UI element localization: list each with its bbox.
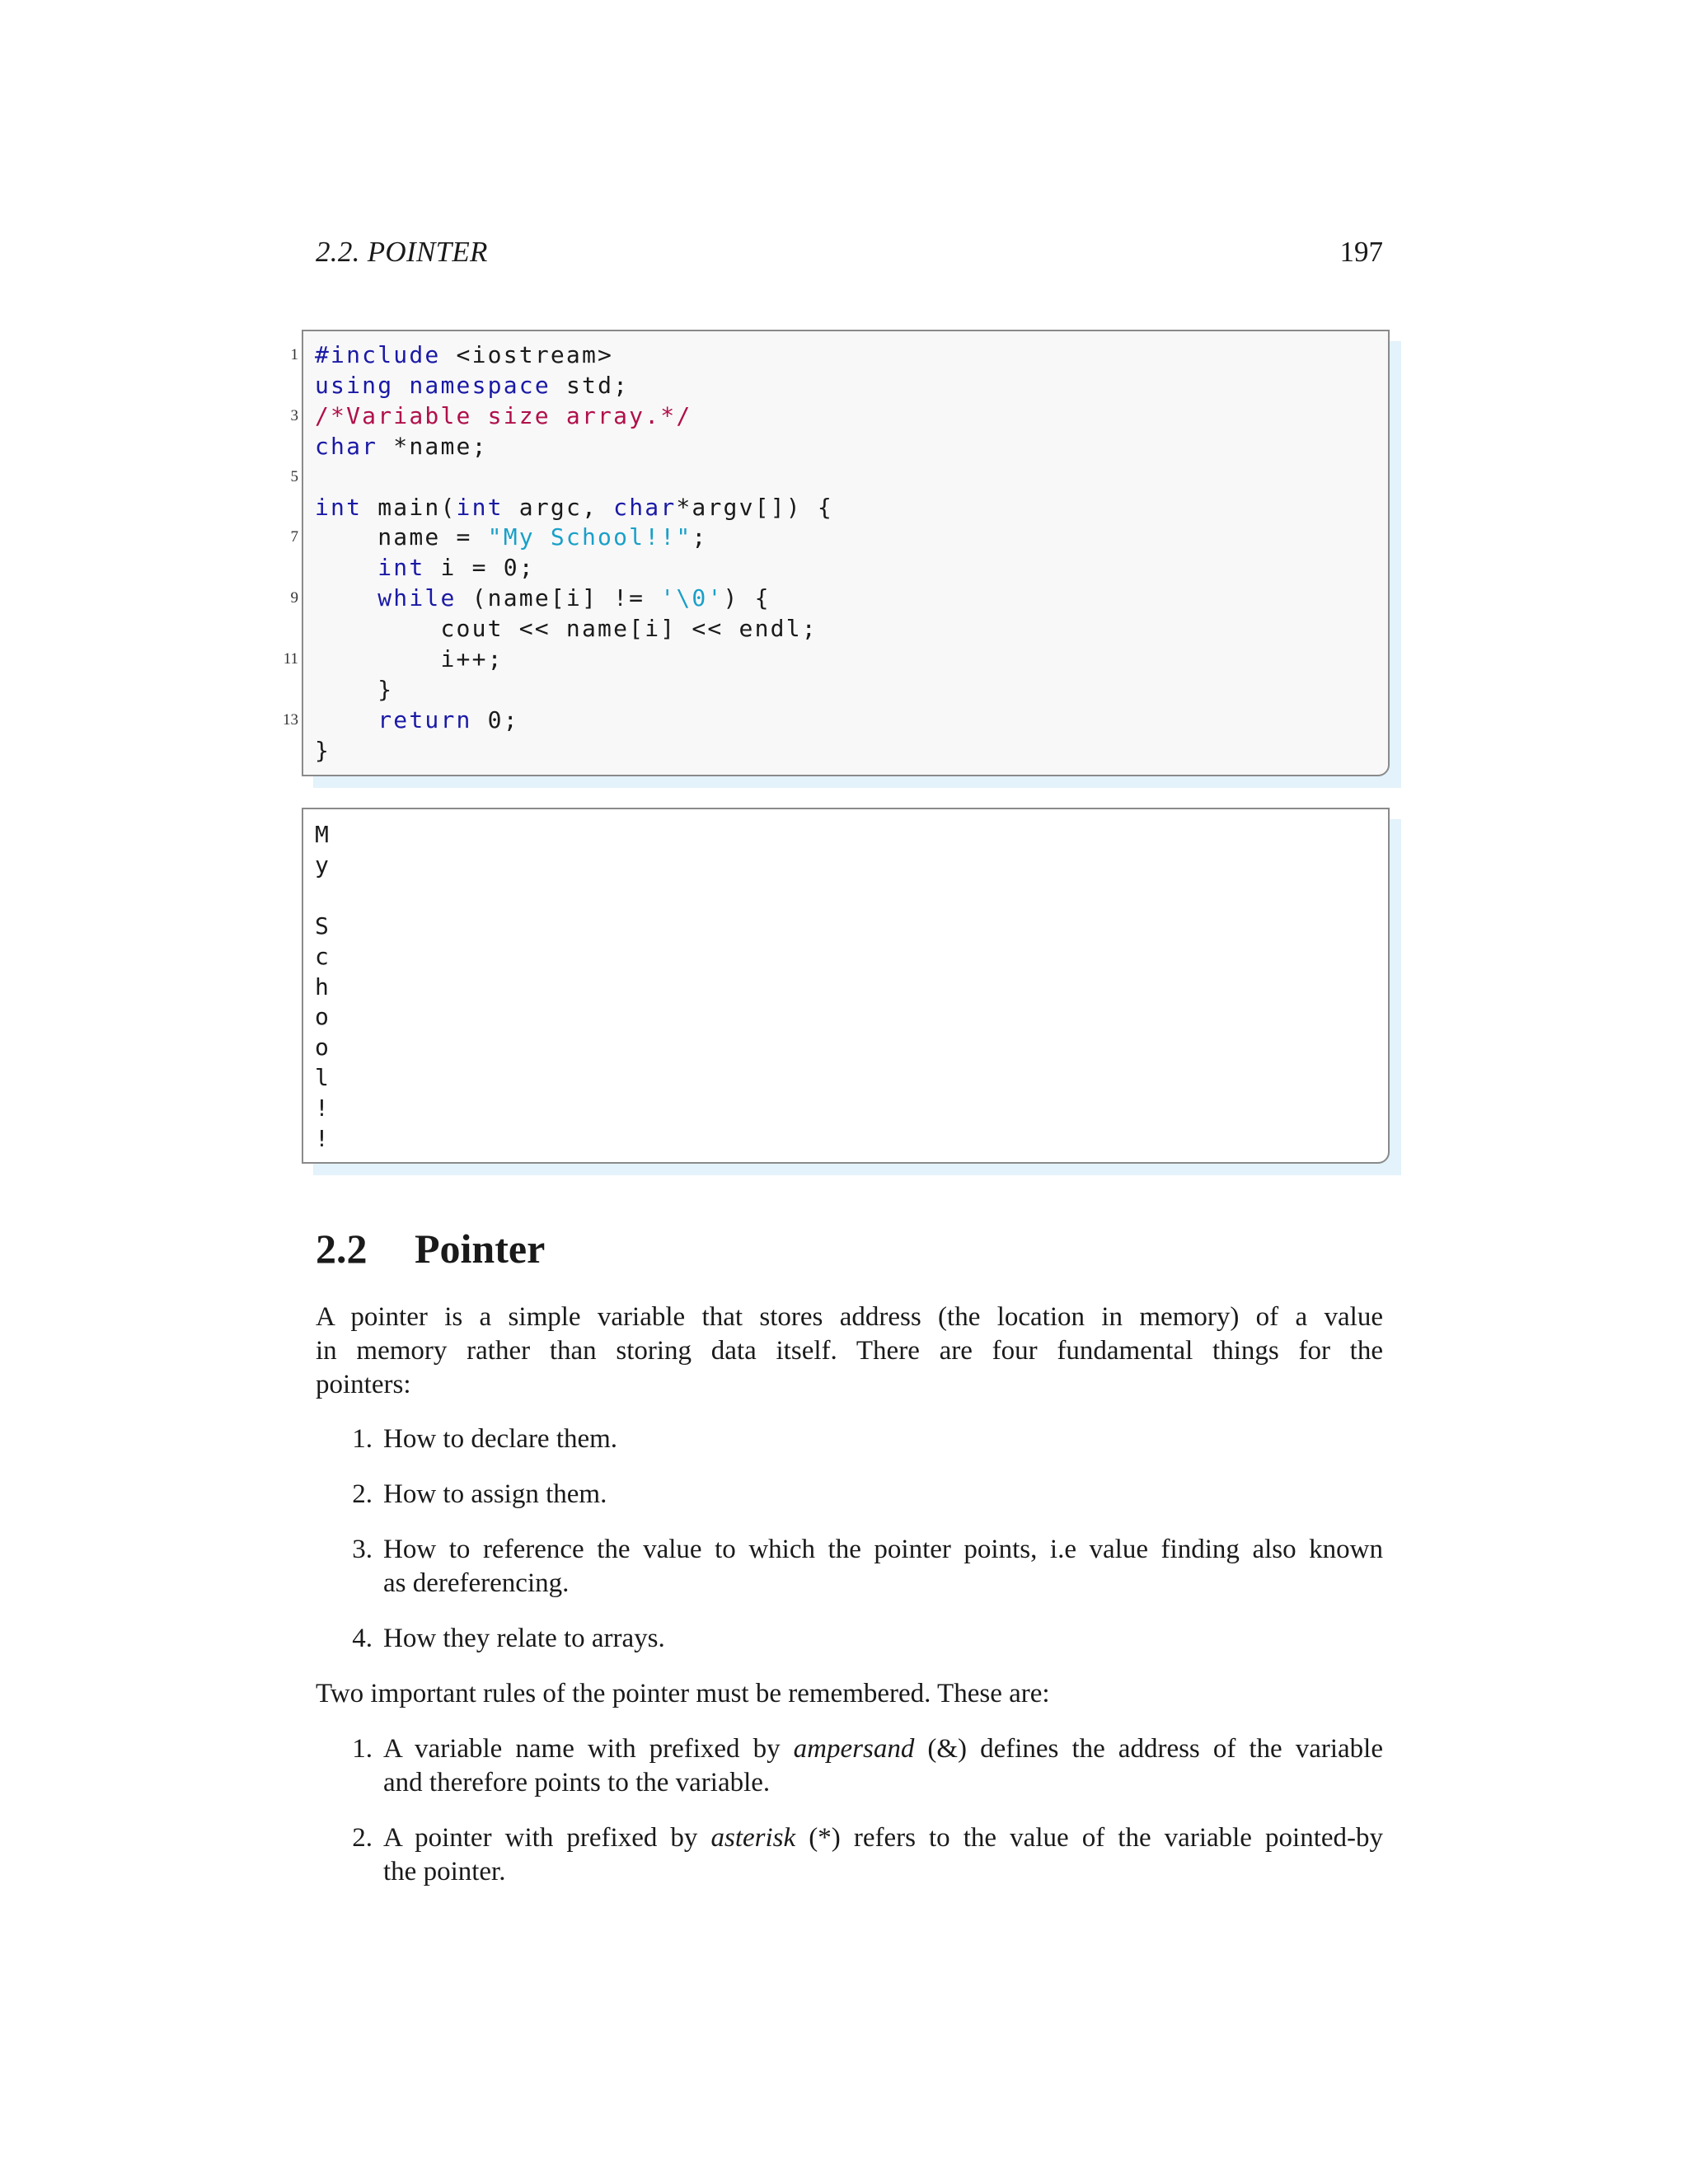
list-item-text: How to reference the value to which the pointer points, i.e value finding also known xyxy=(383,1535,1383,1564)
line-number: 9 xyxy=(290,589,298,607)
output-char: M xyxy=(315,821,329,848)
code-token: argc, xyxy=(503,493,614,521)
output-char: h xyxy=(315,972,329,1001)
code-token: return xyxy=(377,705,472,733)
code-token: i = 0; xyxy=(424,554,535,582)
code-line xyxy=(315,340,613,370)
list-item-number: 1. xyxy=(352,1424,373,1454)
code-token: int xyxy=(377,554,425,582)
code-line xyxy=(315,705,519,735)
rule-text-part: A variable name with prefixed by xyxy=(383,1734,794,1764)
list-item-text: How they relate to arrays. xyxy=(383,1624,665,1653)
code-line xyxy=(315,552,535,583)
code-token: i++; xyxy=(315,645,504,673)
code-line xyxy=(315,613,818,644)
code-token: 0; xyxy=(471,705,519,733)
rule-text xyxy=(383,1821,1383,1855)
code-token: main( xyxy=(362,493,457,521)
code-token: namespace xyxy=(409,371,551,399)
code-line xyxy=(315,674,393,705)
intro-line-2: in memory rather than storing data itself. There are four fundamental things for the xyxy=(316,1336,1383,1366)
intro-line-3: pointers: xyxy=(316,1370,411,1399)
list-item-text: How to declare them. xyxy=(383,1424,618,1454)
rules-intro: Two important rules of the pointer must be remembered. These are: xyxy=(316,1679,1050,1708)
code-line xyxy=(315,431,488,462)
list-item-number: 2. xyxy=(352,1479,373,1509)
code-token: /*Variable size array.*/ xyxy=(315,401,692,429)
line-number: 7 xyxy=(290,528,298,546)
rule-emphasis: ampersand xyxy=(793,1734,915,1764)
intro-line-1: A pointer is a simple variable that stores address (the location in memory) of a value xyxy=(316,1302,1383,1332)
rule-text-part: A pointer with prefixed by xyxy=(383,1823,711,1853)
code-line xyxy=(315,492,833,523)
code-line xyxy=(315,401,692,431)
rule-text-part: (&) defines the address of the variable xyxy=(914,1734,1384,1764)
code-line xyxy=(315,735,331,766)
page-number: 197 xyxy=(1339,236,1383,268)
section-title: Pointer xyxy=(415,1226,546,1272)
code-token: ) { xyxy=(723,584,771,612)
code-token: name = xyxy=(315,523,488,551)
list-item-text: How to assign them. xyxy=(383,1479,607,1509)
code-token: char xyxy=(613,493,677,521)
code-token: cout << name[i] << endl; xyxy=(315,615,818,643)
code-line xyxy=(315,644,504,674)
line-number: 1 xyxy=(290,346,298,363)
output-char: l xyxy=(315,1064,329,1092)
code-line xyxy=(315,370,629,401)
code-token: int xyxy=(456,493,504,521)
code-token: ; xyxy=(692,523,708,551)
code-token: while xyxy=(377,584,457,612)
code-token: } xyxy=(315,736,331,764)
output-char: o xyxy=(315,1003,329,1031)
output-char: ! xyxy=(315,1094,329,1122)
line-number: 3 xyxy=(290,406,298,424)
output-char: y xyxy=(315,851,329,879)
line-number: 11 xyxy=(283,650,298,668)
rule-number: 2. xyxy=(352,1823,373,1853)
line-number: 5 xyxy=(290,467,298,485)
code-token: '\0' xyxy=(660,584,724,612)
line-number: 13 xyxy=(283,710,298,729)
code-token: *name; xyxy=(377,432,488,460)
rule-text: the pointer. xyxy=(383,1857,506,1886)
code-token xyxy=(393,372,409,399)
code-token: <iostream> xyxy=(440,341,614,368)
section-number: 2.2 xyxy=(316,1226,368,1272)
rule-text-part: (*) refers to the value of the variable pointed-by xyxy=(795,1823,1384,1853)
running-header xyxy=(316,236,1383,275)
code-token: *argv[]) { xyxy=(676,493,833,521)
code-token xyxy=(315,554,377,581)
code-line xyxy=(315,583,771,613)
running-title: 2.2. POINTER xyxy=(316,236,488,268)
code-token: } xyxy=(315,675,394,703)
rule-text: and therefore points to the variable. xyxy=(383,1768,771,1797)
output-char: S xyxy=(315,912,329,940)
program-output xyxy=(302,808,1390,1164)
list-item-number: 4. xyxy=(352,1624,373,1653)
code-token: (name[i] != xyxy=(456,584,661,612)
code-token: "My School!!" xyxy=(487,523,692,551)
rule-number: 1. xyxy=(352,1734,373,1764)
rule-text xyxy=(383,1732,1383,1766)
code-token xyxy=(315,706,377,733)
output-char: o xyxy=(315,1033,329,1062)
code-token: std; xyxy=(550,371,630,399)
code-token: int xyxy=(315,493,363,521)
code-line xyxy=(315,522,707,552)
code-token: using xyxy=(315,371,394,399)
output-char: c xyxy=(315,942,329,970)
code-token: #include xyxy=(315,341,441,368)
list-item-number: 3. xyxy=(352,1535,373,1564)
code-token: char xyxy=(315,432,378,460)
rule-emphasis: asterisk xyxy=(710,1823,796,1853)
list-item-text: as dereferencing. xyxy=(383,1568,570,1598)
code-token xyxy=(315,584,377,612)
output-char: ! xyxy=(315,1125,329,1152)
